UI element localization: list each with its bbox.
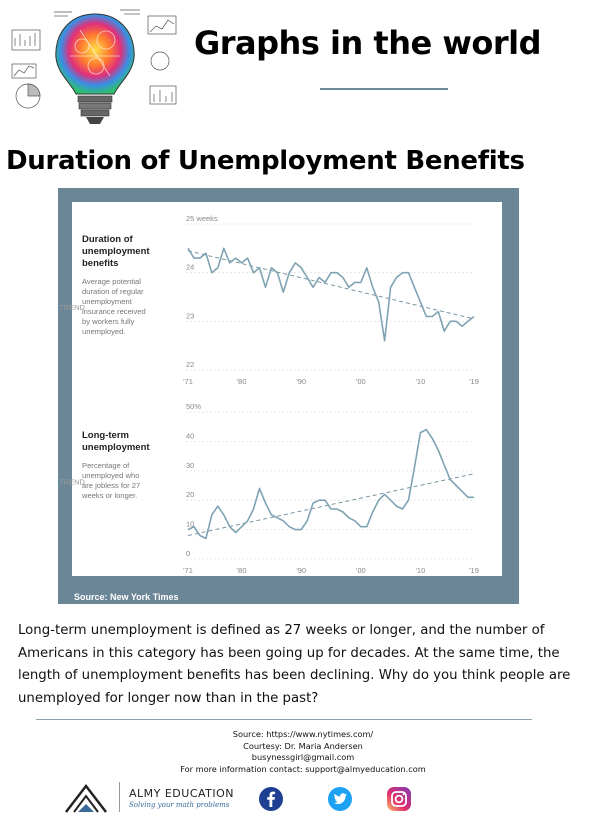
- chart-source: Source: New York Times: [74, 592, 179, 602]
- series-line: [188, 248, 474, 340]
- chart-subtitle-line: unemployed.: [82, 327, 126, 336]
- chart-subtitle-line: duration of regular: [82, 287, 144, 296]
- y-tick-label: 22: [186, 360, 195, 369]
- charts-svg: [59, 202, 502, 576]
- credit-contact: For more information contact: support@almyeducation.com: [180, 763, 426, 774]
- description-text: Long-term unemployment is defined as 27 weeks or longer, and the number of Americans in this category has been going up for decades. At the same time, the length of unemployment benefits has been declining. Why do you think people are unemployed for longer now than in the past?: [18, 623, 571, 706]
- y-tick-label: 25 weeks: [186, 214, 218, 223]
- chart-panel: [59, 202, 502, 576]
- chart-title-line: unemployment: [82, 246, 150, 257]
- credit-source: Source: https://www.nytimes.com/: [232, 729, 374, 739]
- chart-title-line: Duration of: [82, 234, 133, 245]
- chart-subtitle-line: unemployed who: [82, 471, 140, 480]
- chart-title-line: benefits: [82, 258, 119, 269]
- twitter-icon[interactable]: [327, 786, 353, 812]
- credit-courtesy: Courtesy: Dr. Maria Andersen: [243, 740, 363, 751]
- x-tick-label: '71: [183, 566, 193, 575]
- brand-tagline: Solving your math problems: [129, 801, 230, 809]
- credit-email: busynessgirl@gmail.com: [251, 752, 355, 762]
- x-tick-label: '00: [355, 566, 366, 575]
- y-tick-label: 30: [186, 460, 195, 470]
- series-line: [188, 430, 474, 539]
- chart-subtitle-line: Percentage of: [82, 461, 130, 470]
- chart-subtitle-line: weeks or longer.: [82, 491, 138, 500]
- instagram-icon[interactable]: [386, 786, 412, 812]
- y-tick-label: 50%: [186, 402, 202, 411]
- y-tick-label: 0: [186, 549, 191, 558]
- x-tick-label: '71: [183, 377, 193, 386]
- lightbulb-collage-icon: [10, 6, 180, 134]
- x-tick-label: '10: [415, 377, 426, 386]
- logo-separator: [119, 782, 120, 812]
- chart-title-line: Long-term: [82, 430, 129, 441]
- x-tick-label: '80: [236, 377, 247, 386]
- chart-subtitle-line: are jobless for 27: [82, 481, 141, 490]
- y-tick-label: 20: [186, 490, 195, 500]
- chart-subtitle-line: Average potential: [82, 277, 141, 286]
- section-title: Duration of Unemployment Benefits: [6, 146, 525, 176]
- chart-title-line: unemployment: [82, 442, 150, 453]
- x-tick-label: '00: [355, 377, 366, 386]
- almy-logo-icon: [62, 782, 110, 814]
- x-tick-label: '80: [236, 566, 247, 575]
- y-tick-label: 24: [186, 262, 195, 272]
- x-tick-label: '90: [296, 566, 307, 575]
- trend-label: TREND: [59, 303, 85, 313]
- y-tick-label: 10: [186, 519, 195, 529]
- x-tick-label: '10: [415, 566, 426, 575]
- page-title: Graphs in the world: [194, 24, 542, 62]
- chart-frame: [58, 188, 519, 604]
- trend-line: [188, 474, 474, 536]
- chart-subtitle-line: insurance received: [82, 307, 146, 316]
- x-tick-label: '19: [469, 377, 479, 386]
- title-underline: [320, 88, 448, 90]
- chart-subtitle-line: unemployment: [82, 297, 132, 306]
- brand-name: ALMY EDUCATION: [129, 787, 235, 800]
- trend-label: TREND: [59, 477, 85, 487]
- credits: [0, 729, 606, 775]
- y-tick-label: 23: [186, 311, 195, 321]
- x-tick-label: '19: [469, 566, 479, 575]
- y-tick-label: 40: [186, 431, 195, 441]
- x-tick-label: '90: [296, 377, 307, 386]
- divider: [36, 719, 532, 720]
- facebook-icon[interactable]: [258, 786, 284, 812]
- chart-subtitle-line: by workers fully: [82, 317, 135, 326]
